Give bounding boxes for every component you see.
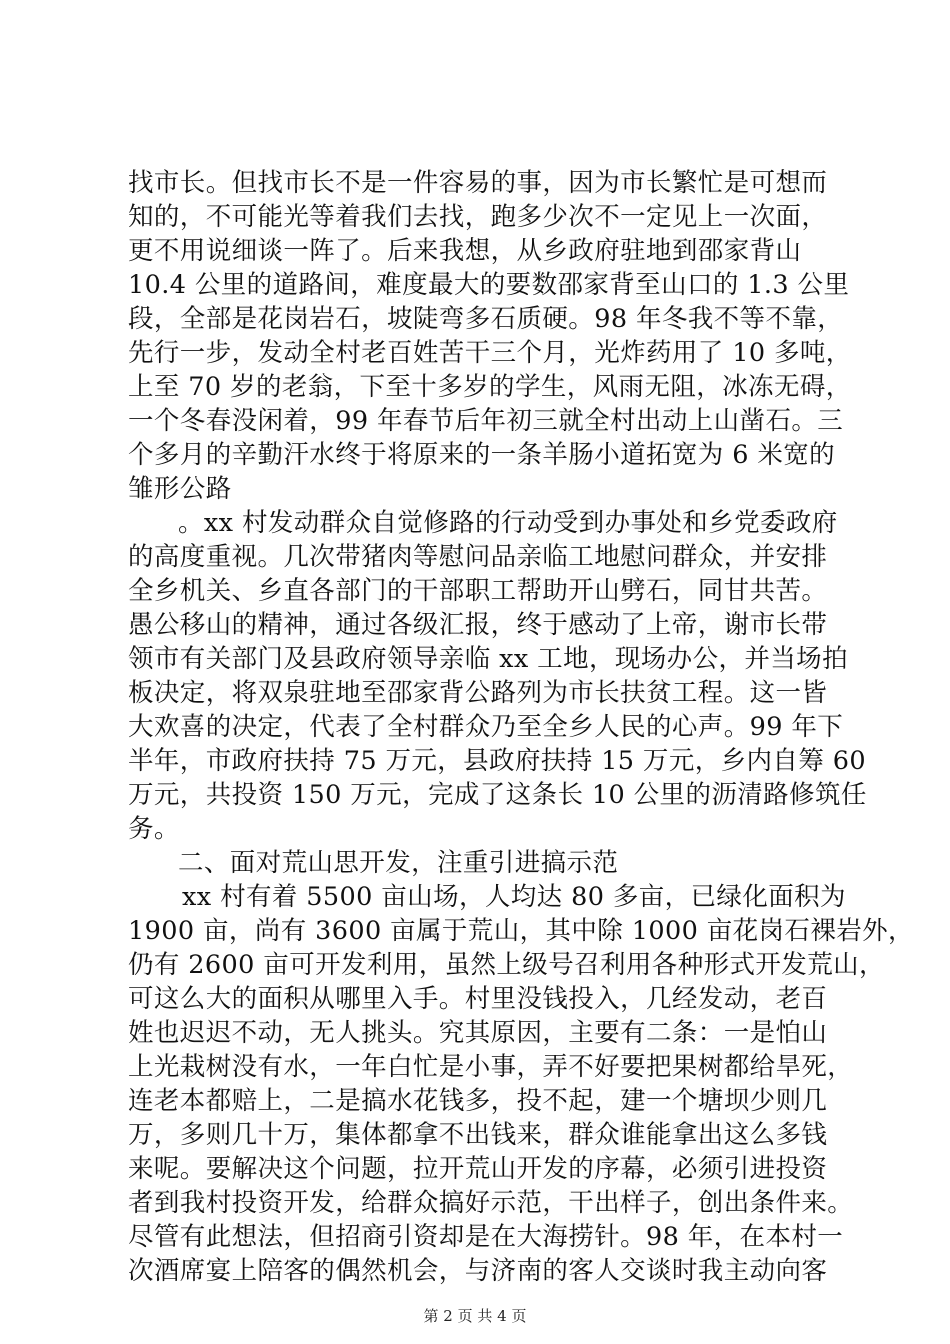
text-line: 找市长。但找市长不是一件容易的事，因为市长繁忙是可想而 — [128, 168, 828, 198]
text-line: 次酒席宴上陪客的偶然机会，与济南的客人交谈时我主动向客 — [128, 1256, 828, 1286]
text-line: 全乡机关、乡直各部门的干部职工帮助开山劈石，同甘共苦。 — [128, 576, 828, 606]
text-line: 10.4 公里的道路间，难度最大的要数邵家背至山口的 1.3 公里 — [128, 270, 850, 300]
page-footer: 第 2 页 共 4 页 — [423, 1307, 527, 1325]
text-line: 者到我村投资开发，给群众搞好示范，干出样子，创出条件来。 — [128, 1188, 854, 1218]
text-line: 来呢。要解决这个问题，拉开荒山开发的序幕，必须引进投资 — [128, 1154, 828, 1184]
text-line: 领市有关部门及县政府领导亲临 xx 工地，现场办公，并当场拍 — [128, 644, 848, 674]
text-line: 雏形公路 — [128, 474, 232, 504]
text-line: 上至 70 岁的老翁，下至十多岁的学生，风雨无阻，冰冻无碍， — [128, 372, 852, 402]
text-line: 仍有 2600 亩可开发利用，虽然上级号召利用各种形式开发荒山， — [128, 950, 885, 980]
text-line: 。xx 村发动群众自觉修路的行动受到办事处和乡党委政府 — [178, 508, 838, 538]
text-line: 先行一步，发动全村老百姓苦干三个月，光炸药用了 10 多吨， — [128, 338, 852, 368]
text-line: 万元，共投资 150 万元，完成了这条长 10 公里的沥清路修筑任 — [128, 780, 867, 810]
section-heading: 二、面对荒山思开发，注重引进搞示范 — [178, 848, 619, 878]
text-line: 连老本都赔上，二是搞水花钱多，投不起，建一个塘坝少则几 — [128, 1086, 828, 1116]
text-line: 段，全部是花岗岩石，坡陡弯多石质硬。98 年冬我不等不靠， — [128, 304, 844, 334]
text-line: 大欢喜的决定，代表了全村群众乃至全乡人民的心声。99 年下 — [128, 712, 844, 742]
text-line: 板决定，将双泉驻地至邵家背公路列为市长扶贫工程。这一皆 — [128, 678, 828, 708]
text-line: 愚公移山的精神，通过各级汇报，终于感动了上帝，谢市长带 — [128, 610, 828, 640]
text-line: 更不用说细谈一阵了。后来我想，从乡政府驻地到邵家背山 — [128, 236, 802, 266]
text-line: 一个冬春没闲着，99 年春节后年初三就全村出动上山凿石。三 — [128, 406, 844, 436]
text-line: 个多月的辛勤汗水终于将原来的一条羊肠小道拓宽为 6 米宽的 — [128, 440, 836, 470]
text-line: 万，多则几十万，集体都拿不出钱来，群众谁能拿出这么多钱 — [128, 1120, 828, 1150]
text-line: 姓也迟迟不动，无人挑头。究其原因，主要有二条：一是怕山 — [128, 1018, 828, 1048]
text-line: 务。 — [128, 814, 180, 844]
text-line: 尽管有此想法，但招商引资却是在大海捞针。98 年，在本村一 — [128, 1222, 844, 1252]
text-line: xx 村有着 5500 亩山场，人均达 80 多亩，已绿化面积为 — [182, 882, 846, 912]
text-line: 的高度重视。几次带猪肉等慰问品亲临工地慰问群众，并安排 — [128, 542, 828, 572]
text-line: 上光栽树没有水，一年白忙是小事，弄不好要把果树都给旱死， — [128, 1052, 854, 1082]
text-line: 1900 亩，尚有 3600 亩属于荒山，其中除 1000 亩花岗石裸岩外， — [128, 916, 914, 946]
text-line: 知的，不可能光等着我们去找，跑多少次不一定见上一次面， — [128, 202, 828, 232]
text-line: 可这么大的面积从哪里入手。村里没钱投入，几经发动，老百 — [128, 984, 828, 1014]
text-line: 半年，市政府扶持 75 万元，县政府扶持 15 万元，乡内自筹 60 — [128, 746, 866, 776]
